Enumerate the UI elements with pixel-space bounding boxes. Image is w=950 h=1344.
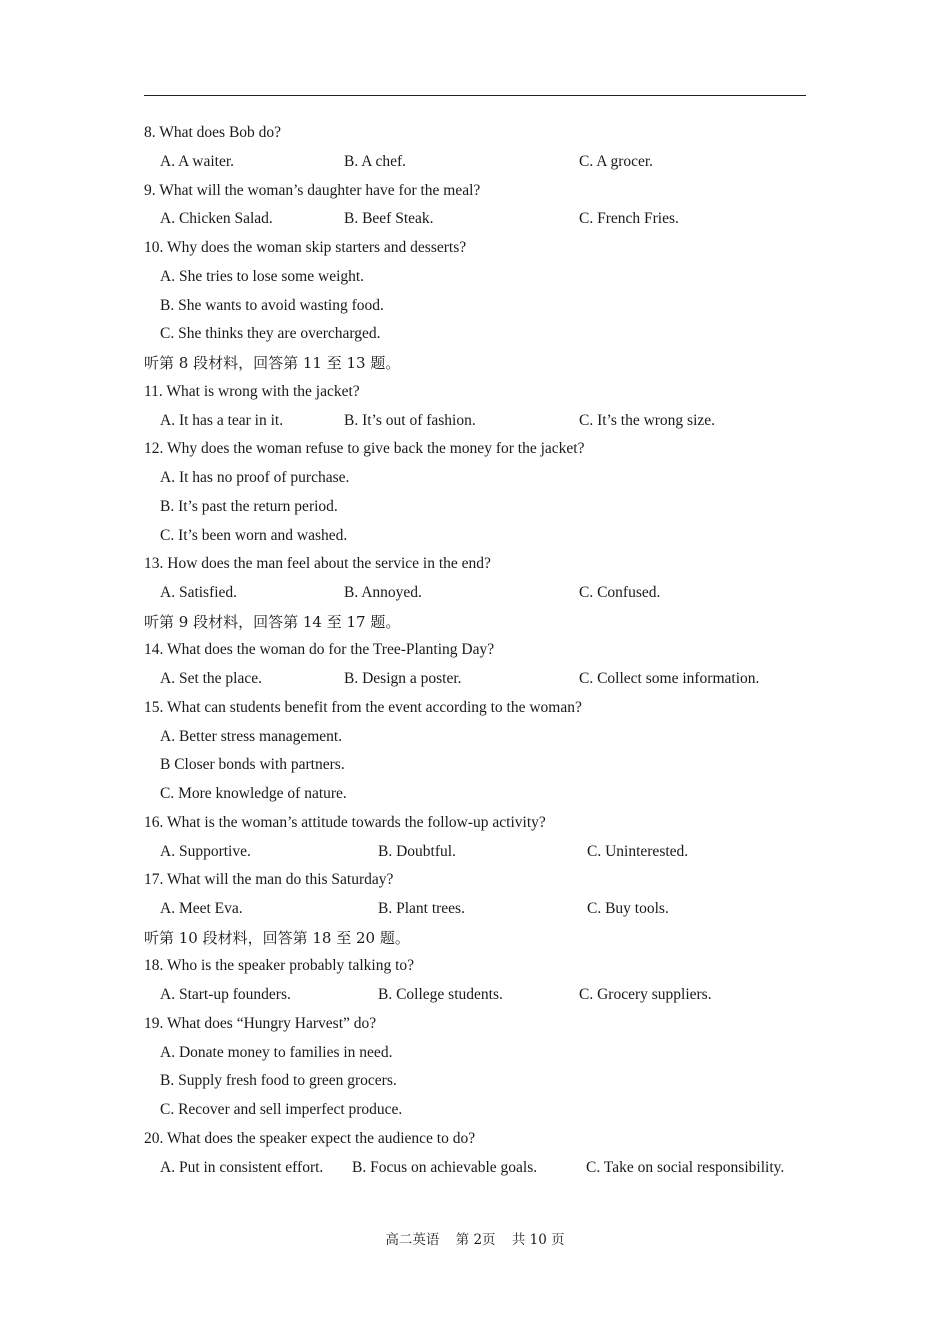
q15-option-c: C. More knowledge of nature. [160,785,347,802]
q13-option-a: A. Satisfied. [160,584,238,601]
question-9: 9. What will the woman’s daughter have for the meal? [144,182,481,199]
q9-option-c: C. French Fries. [579,210,679,227]
header-rule [144,95,806,96]
question-17: 17. What will the man do this Saturday? [144,871,394,888]
question-14: 14. What does the woman do for the Tree-Planting Day? [144,641,495,658]
q12-option-b: B. It’s past the return period. [160,498,338,515]
page-footer [0,1231,950,1249]
q16-option-c: C. Uninterested. [587,843,689,860]
q17-option-b: B. Plant trees. [378,900,465,917]
q20-option-b: B. Focus on achievable goals. [352,1159,538,1176]
q8-option-c: C. A grocer. [579,153,654,170]
q17-option-a: A. Meet Eva. [160,900,243,917]
q16-option-a: A. Supportive. [160,843,251,860]
q12-option-a: A. It has no proof of purchase. [160,469,350,486]
q14-option-c: C. Collect some information. [579,670,760,687]
q10-option-b: B. She wants to avoid wasting food. [160,297,384,314]
q19-option-a: A. Donate money to families in need. [160,1044,393,1061]
q11-option-c: C. It’s the wrong size. [579,412,716,429]
q20-option-a: A. Put in consistent effort. [160,1159,324,1176]
q19-option-c: C. Recover and sell imperfect produce. [160,1101,403,1118]
q12-option-c: C. It’s been worn and washed. [160,527,348,544]
q15-option-a: A. Better stress management. [160,728,343,745]
q9-option-a: A. Chicken Salad. [160,210,273,227]
q8-option-b: B. A chef. [344,153,406,170]
q14-option-a: A. Set the place. [160,670,263,687]
question-18: 18. Who is the speaker probably talking to? [144,957,415,974]
q19-option-b: B. Supply fresh food to green grocers. [160,1072,397,1089]
question-12: 12. Why does the woman refuse to give back the money for the jacket? [144,440,585,457]
section-9-instruction: 听第 9 段材料，回答第 14 至 17 题。 [144,613,401,631]
footer-page-number: 第 2页 [455,1232,496,1248]
question-19: 19. What does “Hungry Harvest” do? [144,1015,377,1032]
q13-option-b: B. Annoyed. [344,584,422,601]
q16-option-b: B. Doubtful. [378,843,456,860]
q8-option-a: A. A waiter. [160,153,235,170]
question-15: 15. What can students benefit from the event according to the woman? [144,699,582,716]
question-13: 13. How does the man feel about the service in the end? [144,555,491,572]
footer-total-pages: 共 10 页 [511,1232,565,1248]
q18-option-c: C. Grocery suppliers. [579,986,712,1003]
q10-option-c: C. She thinks they are overcharged. [160,325,381,342]
question-10: 10. Why does the woman skip starters and desserts? [144,239,467,256]
q15-option-b: B Closer bonds with partners. [160,756,345,773]
q11-option-b: B. It’s out of fashion. [344,412,476,429]
q10-option-a: A. She tries to lose some weight. [160,268,365,285]
q13-option-c: C. Confused. [579,584,661,601]
q18-option-b: B. College students. [378,986,503,1003]
q18-option-a: A. Start-up founders. [160,986,291,1003]
q17-option-c: C. Buy tools. [587,900,669,917]
question-20: 20. What does the speaker expect the audience to do? [144,1130,476,1147]
section-8-instruction: 听第 8 段材料，回答第 11 至 13 题。 [144,354,401,372]
q14-option-b: B. Design a poster. [344,670,462,687]
question-11: 11. What is wrong with the jacket? [144,383,360,400]
q20-option-c: C. Take on social responsibility. [586,1159,785,1176]
footer-subject: 高二英语 [385,1232,440,1248]
section-10-instruction: 听第 10 段材料，回答第 18 至 20 题。 [144,929,410,947]
q9-option-b: B. Beef Steak. [344,210,434,227]
question-8: 8. What does Bob do? [144,124,282,141]
question-16: 16. What is the woman’s attitude towards the follow-up activity? [144,814,546,831]
q11-option-a: A. It has a tear in it. [160,412,284,429]
